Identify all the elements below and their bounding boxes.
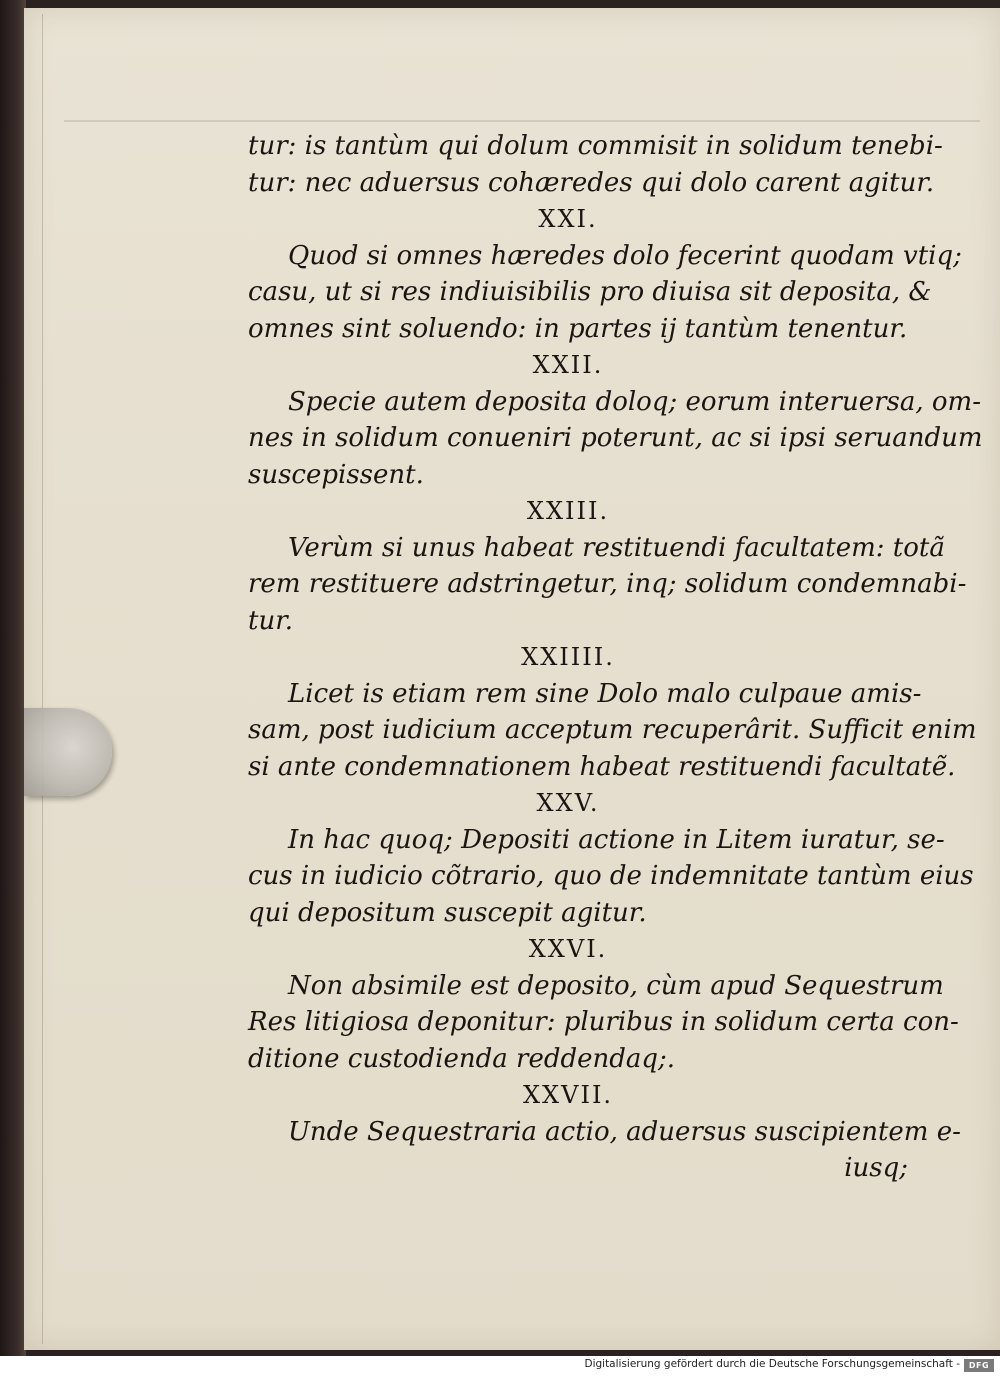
- text-line: Res litigiosa deponitur: pluribus in solidum certa con-: [248, 1007, 959, 1037]
- text-line: Verùm si unus habeat restituendi facultatem: totã: [288, 532, 945, 563]
- footer-bar: [0, 1356, 1000, 1376]
- text-line: Unde Sequestraria actio, aduersus suscipientem e-: [288, 1116, 961, 1147]
- text-line: suscepissent.: [248, 459, 424, 490]
- section-heading: XXII.: [532, 351, 604, 379]
- section-heading: XXVII.: [522, 1081, 614, 1109]
- text-line: si ante condemnationem habeat restituendi facultatẽ.: [248, 751, 956, 782]
- page-text: [248, 128, 983, 1187]
- text-line: cus in iudicio cõtrario, quo de indemnitate tantùm eius: [248, 861, 974, 891]
- text-line: ditione custodienda reddendaq;.: [248, 1043, 676, 1074]
- text-line: Non absimile est deposito, cùm apud Sequestrum: [288, 970, 944, 1001]
- text-line: tur: is tantùm qui dolum commisit in solidum tenebi-: [248, 131, 943, 161]
- funding-notice: Digitalisierung gefördert durch die Deutsche Forschungsgemeinschaft -: [584, 1358, 960, 1370]
- text-line: rem restituere adstringetur, inq; solidum condemnabi-: [248, 569, 967, 599]
- dfg-logo-icon: DFG: [964, 1359, 994, 1372]
- text-line: Quod si omnes hæredes dolo fecerint quodam vtiq;: [288, 240, 962, 271]
- text-line: Licet is etiam rem sine Dolo malo culpaue amis-: [288, 678, 922, 709]
- text-line: In hac quoq; Depositi actione in Litem iuratur, se-: [288, 824, 945, 855]
- section-heading: XXI.: [538, 205, 598, 233]
- section-heading: XXV.: [536, 789, 600, 817]
- page-clip-holder: [24, 708, 112, 796]
- scan-edge: [0, 0, 26, 1356]
- section-heading: XXVI.: [528, 935, 608, 963]
- text-line: sam, post iudicium acceptum recuperârit. Sufficit enim: [248, 715, 977, 745]
- text-line: tur.: [248, 605, 294, 636]
- text-line: qui depositum suscepit agitur.: [248, 897, 647, 928]
- catchword: iusq;: [844, 1153, 908, 1183]
- text-line: nes in solidum conueniri poterunt, ac si ipsi seruandum: [248, 423, 983, 453]
- text-line: tur: nec aduersus cohæredes qui dolo carent agitur.: [248, 167, 935, 198]
- text-line: Specie autem deposita doloq; eorum interuersa, om-: [288, 386, 981, 417]
- section-heading: XXIII.: [526, 497, 610, 525]
- text-line: casu, ut si res indiuisibilis pro diuisa sit deposita, &: [248, 277, 932, 307]
- text-line: omnes sint soluendo: in partes ij tantùm tenentur.: [248, 313, 908, 344]
- section-heading: XXIIII.: [521, 643, 615, 671]
